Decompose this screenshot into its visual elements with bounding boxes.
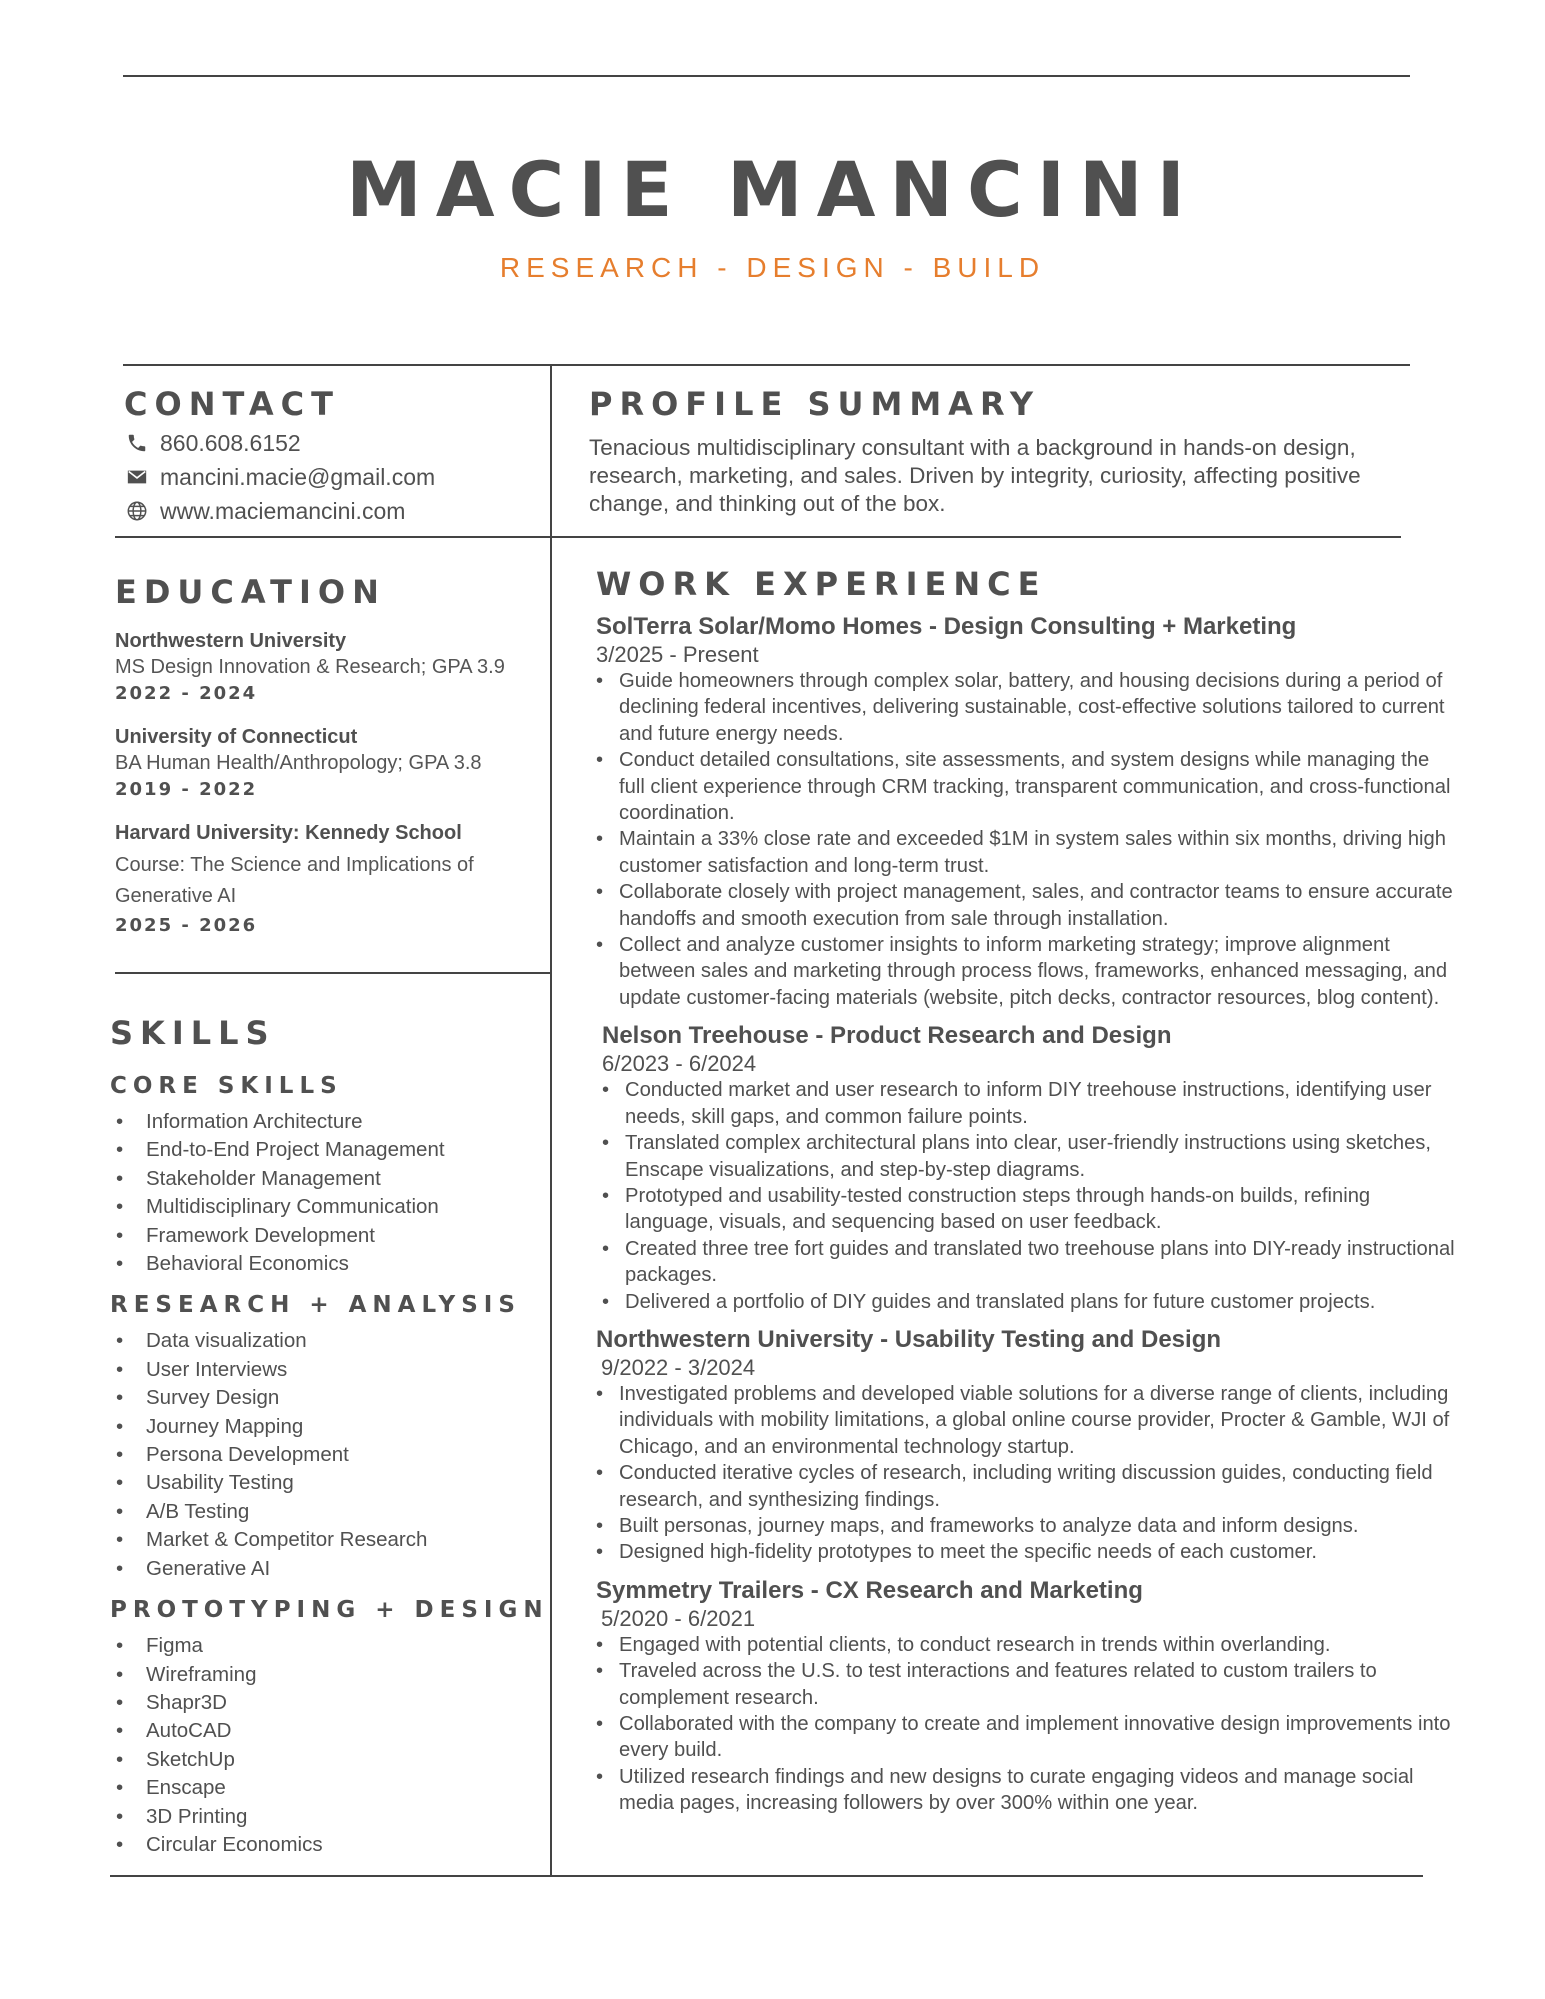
skills-title: SKILLS xyxy=(110,1014,276,1052)
job-dates: 6/2023 - 6/2024 xyxy=(602,1051,757,1077)
education-title: EDUCATION xyxy=(115,573,386,611)
skill-item: • Information Architecture xyxy=(110,1108,550,1136)
job-bullet: • Built personas, journey maps, and frameworks to analyze data and inform designs. xyxy=(596,1513,1456,1539)
job-title: SolTerra Solar/Momo Homes - Design Consulting + Marketing xyxy=(596,613,1297,640)
education-item xyxy=(115,724,545,804)
job-bullet: • Conducted market and user research to inform DIY treehouse instructions, identifying user needs, skill gaps, and common failure points. xyxy=(602,1077,1456,1130)
job-bullet: • Conduct detailed consultations, site assessments, and system designs while managing the full client experience through CRM tracking, transparent communication, and cross-functional coordination. xyxy=(596,747,1456,826)
work-section xyxy=(596,565,1456,1817)
job-bullet: • Collaborate closely with project management, sales, and contractor teams to ensure accurate handoffs and smooth execution from sale through installation. xyxy=(596,879,1456,932)
skill-item: • User Interviews xyxy=(110,1356,550,1384)
job-bullet: • Investigated problems and developed viable solutions for a diverse range of clients, including individuals with mobility limitations, a global online course provider, Procter & Gamble, WJI of Chicago, and an environmental technology startup. xyxy=(596,1381,1456,1460)
job-bullet: • Engaged with potential clients, to conduct research in trends within overlanding. xyxy=(596,1632,1456,1658)
job-bullet: • Collaborated with the company to create and implement innovative design improvements into every build. xyxy=(596,1711,1456,1764)
school-name: Harvard University: Kennedy School xyxy=(115,822,462,844)
job-dates: 3/2025 - Present xyxy=(596,642,759,667)
job-bullet: • Designed high-fidelity prototypes to meet the specific needs of each customer. xyxy=(596,1539,1456,1565)
skill-item: • Wireframing xyxy=(110,1661,550,1689)
school-name: Northwestern University xyxy=(115,630,347,652)
skill-item: • End-to-End Project Management xyxy=(110,1136,550,1164)
skill-item: • Usability Testing xyxy=(110,1469,550,1497)
contact-section xyxy=(124,385,544,528)
skill-list xyxy=(110,1327,550,1583)
profile-section xyxy=(589,385,1409,518)
skill-item: • Shapr3D xyxy=(110,1689,550,1717)
years: 2025 - 2026 xyxy=(115,915,258,936)
column-divider xyxy=(550,364,552,1876)
job-bullets xyxy=(596,1381,1456,1566)
job-bullet: • Translated complex architectural plans into clear, user-friendly instructions using sketches, Enscape visualizations, and step-by-step diagrams. xyxy=(602,1130,1456,1183)
skill-item: • A/B Testing xyxy=(110,1498,550,1526)
contact-website[interactable] xyxy=(124,494,544,528)
job-entry xyxy=(596,1576,1456,1817)
candidate-name: MACIE MANCINI xyxy=(346,145,1199,234)
skill-item: • Stakeholder Management xyxy=(110,1165,550,1193)
degree: Course: The Science and Implications of Generative AI xyxy=(115,854,474,907)
bottom-rule xyxy=(110,1875,1423,1877)
phone-icon xyxy=(124,430,150,456)
skill-item: • Generative AI xyxy=(110,1555,550,1583)
degree: MS Design Innovation & Research; GPA 3.9 xyxy=(115,656,505,678)
skill-group-title: PROTOTYPING + DESIGN xyxy=(110,1597,549,1624)
years: 2022 - 2024 xyxy=(115,683,258,704)
email-address: mancini.macie@gmail.com xyxy=(160,463,436,490)
job-bullet: • Prototyped and usability-tested construction steps through hands-on builds, refining language, visuals, and sequencing based on user feedback. xyxy=(602,1183,1456,1236)
job-bullet: • Collect and analyze customer insights to inform marketing strategy; improve alignment between sales and marketing through process flows, frameworks, enhanced messaging, and update customer-facing materials (website, pitch decks, contractor resources, blog content). xyxy=(596,932,1456,1011)
section-rule-top xyxy=(123,364,1410,366)
tagline: RESEARCH - DESIGN - BUILD xyxy=(499,252,1046,283)
skill-item: • AutoCAD xyxy=(110,1717,550,1745)
phone-number: 860.608.6152 xyxy=(160,429,301,456)
skill-item: • SketchUp xyxy=(110,1746,550,1774)
skill-group-title: RESEARCH + ANALYSIS xyxy=(110,1292,521,1319)
website-url: www.maciemancini.com xyxy=(160,497,406,524)
job-title: Symmetry Trailers - CX Research and Marketing xyxy=(596,1576,1143,1604)
education-rule xyxy=(115,972,551,974)
profile-title: PROFILE SUMMARY xyxy=(589,385,1040,423)
job-bullets xyxy=(602,1077,1456,1315)
job-bullets xyxy=(596,668,1456,1011)
skill-item: • Data visualization xyxy=(110,1327,550,1355)
skill-list xyxy=(110,1108,550,1278)
job-dates: 5/2020 - 6/2021 xyxy=(601,1605,756,1631)
contact-phone[interactable] xyxy=(124,426,544,460)
skill-item: • Multidisciplinary Communication xyxy=(110,1193,550,1221)
education-section xyxy=(115,573,545,940)
years: 2019 - 2022 xyxy=(115,779,258,800)
skill-item: • Journey Mapping xyxy=(110,1413,550,1441)
skill-item: • Figma xyxy=(110,1632,550,1660)
job-bullets xyxy=(596,1632,1456,1817)
profile-rule xyxy=(551,536,1401,538)
education-item xyxy=(115,628,545,708)
job-title: Northwestern University - Usability Testing and Design xyxy=(596,1325,1222,1353)
job-bullet: • Maintain a 33% close rate and exceeded $1M in system sales within six months, driving high customer satisfaction and long-term trust. xyxy=(596,826,1456,879)
skills-section xyxy=(110,1014,550,1859)
top-rule xyxy=(123,75,1410,77)
contact-email[interactable] xyxy=(124,460,544,494)
job-title: Nelson Treehouse - Product Research and Design xyxy=(602,1022,1172,1050)
job-entry xyxy=(596,612,1456,1011)
skill-item: • Persona Development xyxy=(110,1441,550,1469)
education-item xyxy=(115,820,545,940)
mail-icon xyxy=(124,464,150,490)
skill-group-title: CORE SKILLS xyxy=(110,1073,343,1099)
skill-list xyxy=(110,1632,550,1859)
school-name: University of Connecticut xyxy=(115,726,358,748)
contact-rule xyxy=(115,536,551,538)
skill-item: • Market & Competitor Research xyxy=(110,1526,550,1554)
job-bullet: • Conducted iterative cycles of research, including writing discussion guides, conducting field research, and synthesizing findings. xyxy=(596,1460,1456,1513)
job-dates: 9/2022 - 3/2024 xyxy=(601,1354,756,1380)
job-bullet: • Created three tree fort guides and translated two treehouse plans into DIY-ready instructional packages. xyxy=(602,1236,1456,1289)
job-bullet: • Utilized research findings and new designs to curate engaging videos and manage social media pages, increasing followers by over 300% within one year. xyxy=(596,1764,1456,1817)
job-entry xyxy=(596,1021,1456,1315)
job-bullet: • Traveled across the U.S. to test interactions and features related to custom trailers to complement research. xyxy=(596,1658,1456,1711)
work-title: WORK EXPERIENCE xyxy=(596,565,1047,603)
skill-item: • 3D Printing xyxy=(110,1803,550,1831)
contact-title: CONTACT xyxy=(124,385,340,423)
degree: BA Human Health/Anthropology; GPA 3.8 xyxy=(115,752,482,774)
skill-item: • Survey Design xyxy=(110,1384,550,1412)
job-bullet: • Delivered a portfolio of DIY guides and translated plans for future customer projects. xyxy=(602,1289,1456,1315)
profile-text: Tenacious multidisciplinary consultant with a background in hands-on design, research, marketing, and sales. Driven by integrity, curiosity, affecting positive change, and thinking out of the box. xyxy=(589,435,1361,516)
job-bullet: • Guide homeowners through complex solar, battery, and housing decisions during a period of declining federal incentives, delivering sustainable, cost-effective solutions tailored to current and future energy needs. xyxy=(596,668,1456,747)
globe-icon xyxy=(124,498,150,524)
skill-item: • Framework Development xyxy=(110,1222,550,1250)
skill-item: • Circular Economics xyxy=(110,1831,550,1859)
job-entry xyxy=(596,1325,1456,1566)
skill-item: • Behavioral Economics xyxy=(110,1250,550,1278)
skill-item: • Enscape xyxy=(110,1774,550,1802)
